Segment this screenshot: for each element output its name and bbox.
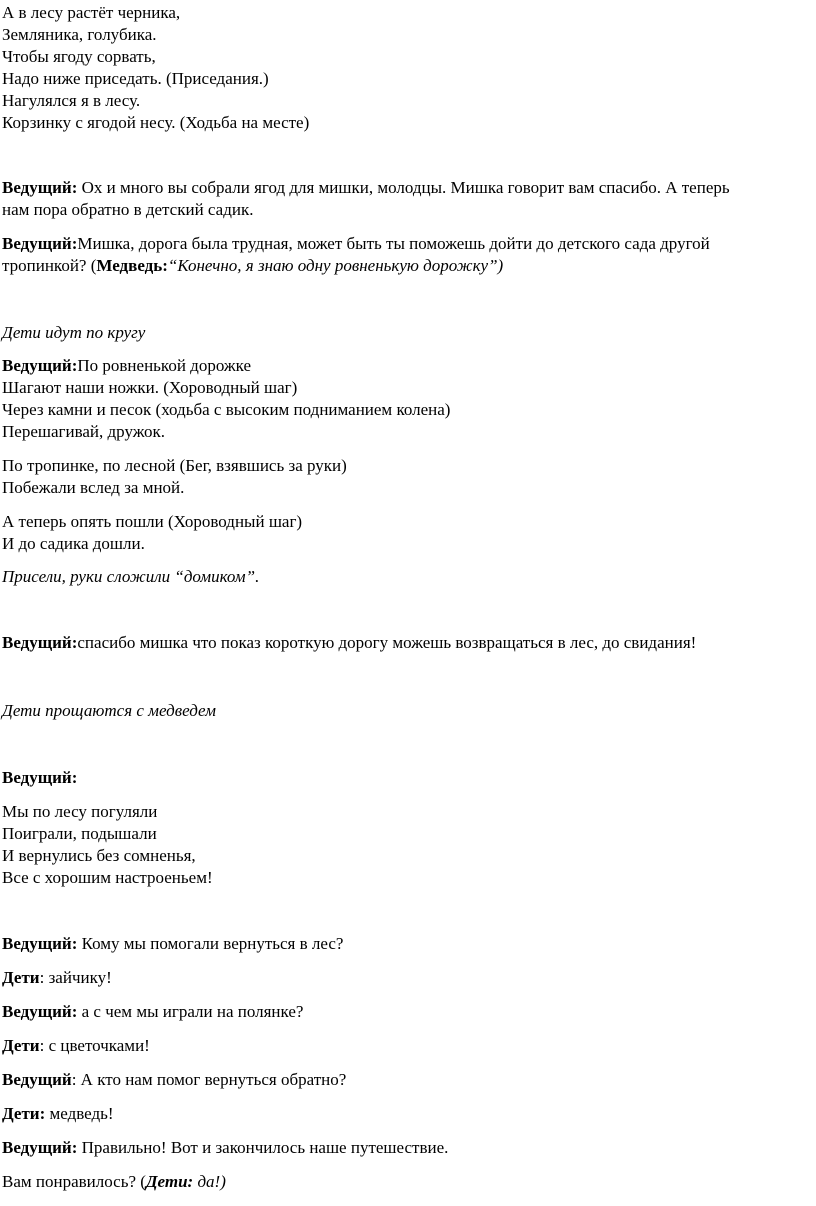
dialog-line: Дети: с цветочками! <box>2 1036 150 1055</box>
dialog-line: Ведущий: Правильно! Вот и закончилось наше путешествие. <box>2 1138 449 1157</box>
paragraph-3-line: Шагают наши ножки. (Хороводный шаг) <box>2 378 298 397</box>
dialog-line: Дети: зайчику! <box>2 968 112 987</box>
speaker-label: Дети: <box>2 1104 46 1123</box>
dialog-line: Ведущий: Кому мы помогали вернуться в лес? <box>2 934 344 953</box>
stage-direction: Дети прощаются с медведем <box>2 701 217 720</box>
paragraph-3-line: Через камни и песок (ходьба с высоким подниманием колена) <box>2 400 451 419</box>
paragraph-2-line-2: тропинкой? (Медведь:“Конечно, я знаю одну ровненькую дорожку”) <box>2 256 504 275</box>
paragraph-3-line-1: Ведущий:По ровненькой дорожке <box>2 356 252 375</box>
paragraph-1-line-1: Ведущий: Ох и много вы собрали ягод для мишки, молодцы. Мишка говорит вам спасибо. А теперь <box>2 178 730 197</box>
poem2-line: Поиграли, подышали <box>2 824 157 843</box>
speaker-label: Ведущий: <box>2 356 78 375</box>
paragraph-5-line: И до садика дошли. <box>2 534 145 553</box>
poem1-line: Надо ниже приседать. (Приседания.) <box>2 69 269 88</box>
speaker-label: Ведущий: <box>2 178 78 197</box>
speaker-label: Ведущий <box>2 1070 72 1089</box>
paragraph-6: Ведущий:спасибо мишка что показ короткую дорогу можешь возвращаться в лес, до свидания! <box>2 633 697 652</box>
speaker-label: Ведущий: <box>2 934 78 953</box>
paragraph-2-line-1: Ведущий:Мишка, дорога была трудная, может быть ты поможешь дойти до детского сада другой <box>2 234 710 253</box>
speaker-label: Ведущий: <box>2 1002 78 1021</box>
speaker-label: Ведущий: <box>2 633 78 652</box>
poem2-line: Все с хорошим настроеньем! <box>2 868 213 887</box>
stage-direction: Дети идут по кругу <box>2 323 146 342</box>
paragraph-7-speaker <box>2 767 77 789</box>
poem1-line: Корзинку с ягодой несу. (Ходьба на месте) <box>2 113 310 132</box>
poem2-line: Мы по лесу погуляли <box>2 802 158 821</box>
speaker-label: Дети <box>2 968 40 987</box>
paragraph-4-line: По тропинке, по лесной (Бег, взявшись за руки) <box>2 456 347 475</box>
paragraph-1-line-2: нам пора обратно в детский садик. <box>2 200 254 219</box>
dialog-line: Ведущий: а с чем мы играли на полянке? <box>2 1002 304 1021</box>
closing-line: Вам понравилось? (Дети: да!) <box>2 1172 226 1191</box>
poem1-line: Земляника, голубика. <box>2 25 157 44</box>
poem1-line: Нагулялся я в лесу. <box>2 91 141 110</box>
poem1-line: Чтобы ягоду сорвать, <box>2 47 156 66</box>
paragraph-4-line: Побежали вслед за мной. <box>2 478 185 497</box>
speaker-label: Дети: <box>145 1172 194 1191</box>
stage-direction: Присели, руки сложили “домиком”. <box>2 567 260 586</box>
poem1-line: А в лесу растёт черника, <box>2 3 181 22</box>
speaker-label: Дети <box>2 1036 40 1055</box>
speaker-label: Ведущий: <box>2 234 78 253</box>
poem2-line: И вернулись без сомненья, <box>2 846 196 865</box>
dialog-line: Дети: медведь! <box>2 1104 114 1123</box>
speaker-label: Медведь: <box>96 256 168 275</box>
speaker-label: Ведущий: <box>2 768 78 787</box>
speaker-label: Ведущий: <box>2 1138 78 1157</box>
paragraph-5-line: А теперь опять пошли (Хороводный шаг) <box>2 512 303 531</box>
dialog-line: Ведущий: А кто нам помог вернуться обратно? <box>2 1070 347 1089</box>
paragraph-3-line: Перешагивай, дружок. <box>2 422 166 441</box>
